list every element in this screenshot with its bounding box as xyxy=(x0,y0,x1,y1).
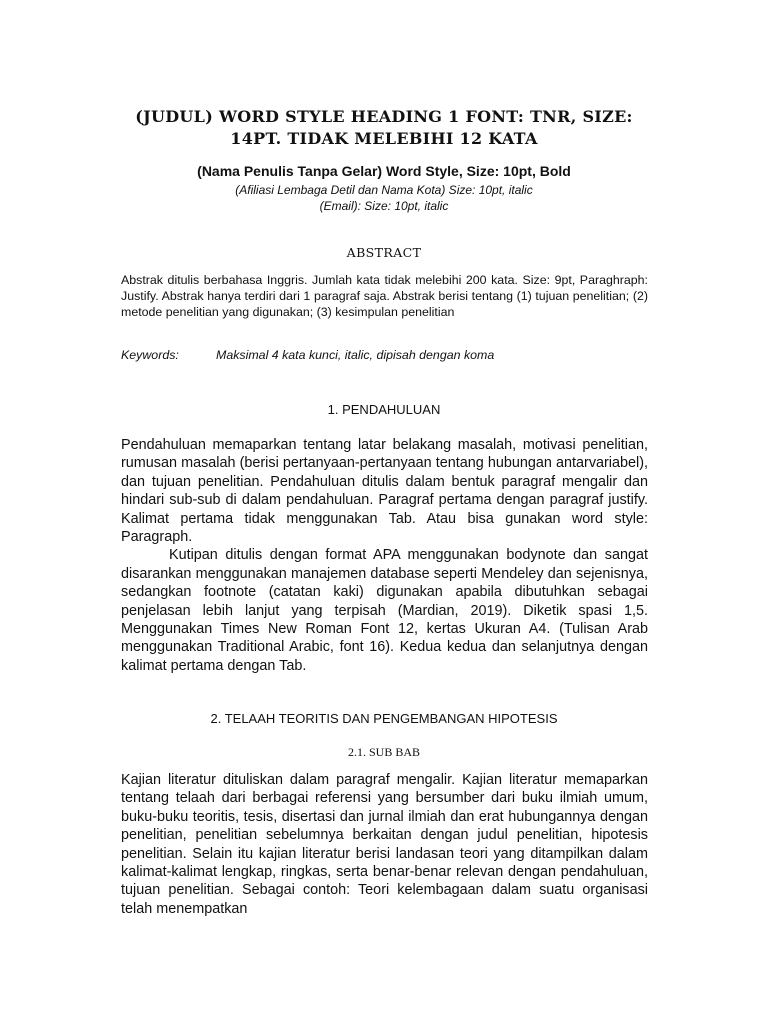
paragraph: Kajian literatur dituliskan dalam paragraf mengalir. Kajian literatur memaparkan tentang telaah dari berbagai referensi yang bersumber dari buku ilmiah umum, buku-buku teoritis, tesis, disertasi dan jurnal ilmiah dan erat hubungannya dengan penelitian, penelitian sebelumnya berkaitan dengan judul penelitian, hipotesis penelitian. Selain itu kajian literatur berisi landasan teori yang ditampilkan dalam kalimat-kalimat lengkap, ringkas, serta benar-benar relevan dengan pendahuluan, tujuan penelitian. Sebagai contoh: Teori kelembagaan dalam suatu organisasi telah menempatkan xyxy=(121,772,648,917)
author-email: (Email): Size: 10pt, italic xyxy=(319,199,449,213)
author-name: (Nama Penulis Tanpa Gelar) Word Style, Size: 10pt, Bold xyxy=(197,163,571,179)
paper-title: (JUDUL) WORD STYLE HEADING 1 FONT: TNR, SIZE: 14PT. TIDAK MELEBIHI 12 KATA xyxy=(135,107,633,148)
section-body-pendahuluan xyxy=(121,436,648,675)
section-heading-pendahuluan: 1. PENDAHULUAN xyxy=(327,402,441,417)
abstract-heading: ABSTRACT xyxy=(346,245,422,260)
paragraph: Kutipan ditulis dengan format APA menggunakan bodynote dan sangat disarankan menggunakan manajemen database seperti Mendeley dan sejenisnya, sedangkan footnote (catatan kaki) digunakan apabila dibutuhkan sebagai penjelasan lebih lanjut yang terpisah (Mardian, 2019). Diketik spasi 1,5. Menggunakan Times New Roman Font 12, kertas Ukuran A4. (Tulisan Arab menggunakan Traditional Arabic, font 16). Kedua kedua dan selanjutnya dengan kalimat pertama dengan Tab. xyxy=(121,547,648,674)
keywords-label: Keywords: xyxy=(121,348,179,362)
author-affiliation: (Afiliasi Lembaga Detil dan Nama Kota) Size: 10pt, italic xyxy=(235,183,533,197)
keywords-line xyxy=(121,347,648,363)
author-block xyxy=(110,160,658,214)
paragraph: Pendahuluan memaparkan tentang latar belakang masalah, motivasi penelitian, rumusan masalah (berisi pertanyaan-pertanyaan tentang hubungan antarvariabel), dan tujuan penelitian. Pendahuluan ditulis dalam bentuk paragraf mengalir dan hindari sub-sub di dalam pendahuluan. Paragraf pertama dengan paragraf justify. Kalimat pertama tidak menggunakan Tab. Atau bisa gunakan word style: Paragraph. xyxy=(121,437,648,546)
section-body-telaah-teoritis xyxy=(121,771,648,918)
abstract-body: Abstrak ditulis berbahasa Inggris. Jumlah kata tidak melebihi 200 kata. Size: 9pt, Paraghraph: Justify. Abstrak hanya terdiri dari 1 paragraf saja. Abstrak berisi tentang (1) tujuan penelitian; (2) metode penelitian yang digunakan; (3) kesimpulan penelitian xyxy=(121,273,648,319)
subsection-heading-sub-bab: 2.1. SUB BAB xyxy=(347,745,421,759)
keywords-value: Maksimal 4 kata kunci, italic, dipisah dengan koma xyxy=(216,348,495,362)
section-heading-telaah-teoritis: 2. TELAAH TEORITIS DAN PENGEMBANGAN HIPOTESIS xyxy=(210,711,558,726)
